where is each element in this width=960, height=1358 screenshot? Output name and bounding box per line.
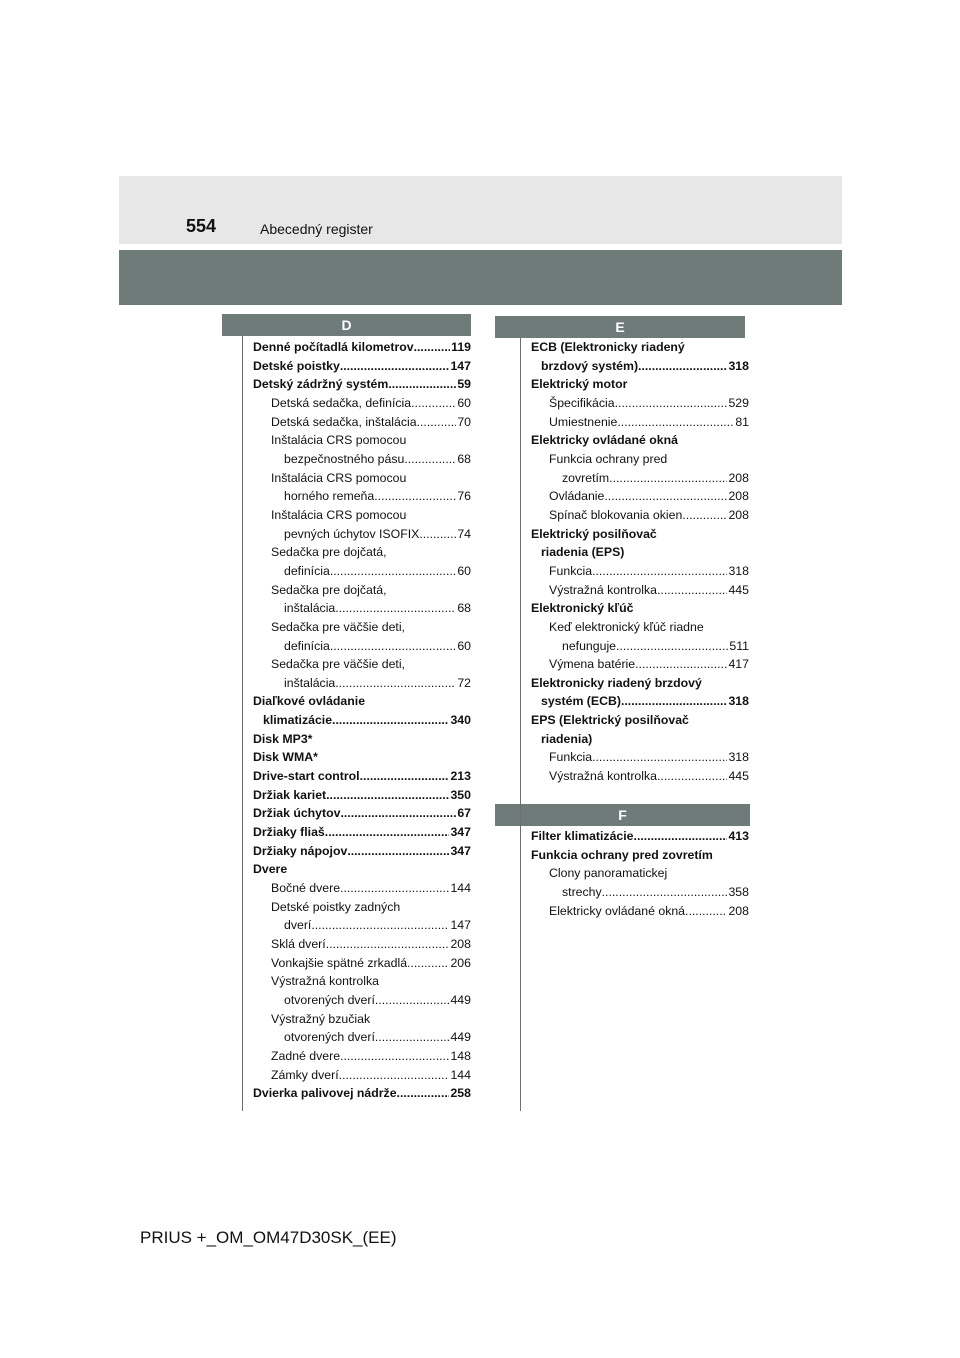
- entry-term: Detské poistky zadných: [271, 899, 401, 914]
- entry-page: 318: [728, 694, 749, 709]
- index-entry: [253, 711, 471, 730]
- index-entry: [531, 525, 749, 544]
- header-band: [119, 176, 842, 244]
- index-entry: [253, 842, 471, 861]
- index-entry: [253, 730, 471, 749]
- dot-leader: [657, 581, 727, 600]
- entry-term: Funkcia ochrany pred zovretím: [531, 847, 713, 862]
- entry-term: Elektronický kľúč: [531, 601, 634, 616]
- index-entry: [253, 898, 471, 917]
- index-entry: [531, 730, 749, 749]
- dot-leader: [330, 562, 457, 581]
- index-entry: [253, 767, 471, 786]
- index-column-d: [253, 338, 471, 1103]
- entry-term: Filter klimatizácie: [531, 829, 634, 843]
- letter-f: F: [618, 807, 627, 823]
- index-entry: [253, 655, 471, 674]
- index-entry: [253, 413, 471, 432]
- index-column-e: [531, 338, 749, 786]
- index-entry: [531, 674, 749, 693]
- index-entry: [253, 804, 471, 823]
- dot-leader: [340, 357, 450, 376]
- index-entry: [531, 692, 749, 711]
- dot-leader: [347, 842, 449, 861]
- index-entry: [253, 1084, 471, 1103]
- index-entry: [531, 827, 749, 846]
- index-entry: [531, 375, 749, 394]
- index-entry: [253, 338, 471, 357]
- entry-page: 147: [450, 918, 471, 933]
- index-entry: [253, 860, 471, 879]
- index-entry: [253, 748, 471, 767]
- dot-leader: [685, 902, 727, 921]
- index-entry: [253, 823, 471, 842]
- dot-leader: [682, 506, 727, 525]
- index-entry: [531, 864, 749, 883]
- page-number: 554: [186, 216, 217, 236]
- entry-page: 318: [728, 563, 749, 578]
- entry-term: Držiak úchytov: [253, 806, 341, 821]
- entry-page: 445: [728, 582, 749, 597]
- entry-term: Funkcia: [549, 750, 593, 765]
- index-entry: [253, 394, 471, 413]
- dot-leader: [340, 879, 449, 898]
- dot-leader: [615, 394, 728, 413]
- index-entry: [253, 375, 471, 394]
- index-entry: [531, 846, 749, 865]
- entry-term: Detská sedačka, inštalácia: [271, 414, 417, 429]
- entry-page: 68: [457, 601, 471, 616]
- entry-term: zovretím: [562, 470, 610, 485]
- dot-leader: [374, 487, 456, 506]
- index-entry: [253, 357, 471, 376]
- entry-page: 144: [450, 881, 471, 896]
- entry-page: 74: [457, 526, 471, 541]
- index-entry: [253, 1028, 471, 1047]
- column-rule-left: [242, 336, 243, 1111]
- header-dark-band: [119, 250, 842, 305]
- entry-term: Umiestnenie: [549, 414, 618, 429]
- entry-page: 208: [728, 489, 749, 504]
- dot-leader: [326, 786, 449, 805]
- entry-term: Špecifikácia: [549, 395, 615, 410]
- dot-leader: [404, 450, 456, 469]
- index-entry: [531, 394, 749, 413]
- dot-leader: [397, 1084, 450, 1103]
- entry-term: Keď elektronický kľúč riadne: [549, 619, 704, 634]
- entry-term: systém (ECB): [541, 694, 621, 709]
- entry-page: 413: [728, 829, 749, 843]
- index-entry: [253, 562, 471, 581]
- entry-page: 358: [728, 884, 749, 899]
- entry-term: Elektronicky riadený brzdový: [531, 675, 702, 690]
- entry-term: Ovládanie: [549, 489, 605, 504]
- entry-term: Denné počítadlá kilometrov: [253, 340, 414, 354]
- index-entry: [531, 599, 749, 618]
- entry-page: 445: [728, 769, 749, 784]
- entry-page: 60: [457, 563, 471, 578]
- entry-term: nefunguje: [562, 638, 617, 653]
- letter-bar-e: [495, 316, 745, 338]
- entry-term: definícia: [284, 638, 330, 653]
- dot-leader: [617, 413, 734, 432]
- document-code: PRIUS +_OM_OM47D30SK_(EE): [140, 1228, 397, 1247]
- entry-term: Výstražná kontrolka: [271, 974, 379, 989]
- entry-page: 208: [728, 507, 749, 522]
- index-entry: [531, 413, 749, 432]
- dot-leader: [339, 1066, 450, 1085]
- entry-term: Disk MP3*: [253, 731, 313, 746]
- entry-term: horného remeňa: [284, 489, 375, 504]
- index-entry: [531, 431, 749, 450]
- entry-page: 208: [728, 903, 749, 918]
- index-entry: [531, 469, 749, 488]
- index-entry: [531, 711, 749, 730]
- entry-page: 258: [450, 1086, 471, 1101]
- dot-leader: [417, 413, 457, 432]
- dot-leader: [419, 525, 456, 544]
- entry-term: Držiaky fliaš: [253, 825, 325, 840]
- index-entry: [253, 692, 471, 711]
- index-entry: [531, 637, 749, 656]
- index-entry: [531, 450, 749, 469]
- entry-term: klimatizácie: [263, 713, 333, 728]
- entry-page: 213: [450, 769, 471, 784]
- dot-leader: [360, 767, 450, 786]
- index-entry: [531, 618, 749, 637]
- dot-leader: [330, 637, 457, 656]
- dot-leader: [407, 954, 449, 973]
- index-entry: [531, 357, 749, 376]
- dot-leader: [335, 599, 456, 618]
- entry-page: 449: [450, 1030, 471, 1045]
- dot-leader: [609, 469, 727, 488]
- entry-term: Drive-start control: [253, 769, 360, 784]
- dot-leader: [592, 748, 727, 767]
- index-entry: [531, 581, 749, 600]
- dot-leader: [388, 375, 456, 394]
- index-entry: [253, 431, 471, 450]
- entry-page: 417: [728, 657, 749, 672]
- section-title: Abecedný register: [260, 221, 373, 237]
- entry-term: Funkcia ochrany pred: [549, 451, 668, 466]
- entry-term: riadenia): [541, 731, 593, 746]
- index-entry: [531, 902, 749, 921]
- entry-page: 529: [728, 395, 749, 410]
- entry-term: strechy: [562, 884, 602, 899]
- entry-term: Vonkajšie spätné zrkadlá: [271, 955, 408, 970]
- index-entry: [253, 450, 471, 469]
- entry-term: Sedačka pre dojčatá,: [271, 545, 387, 560]
- entry-page: 148: [450, 1048, 471, 1063]
- entry-page: 70: [457, 414, 471, 429]
- index-entry: [253, 879, 471, 898]
- entry-term: Držiaky nápojov: [253, 843, 348, 858]
- entry-page: 208: [450, 937, 471, 951]
- index-entry: [253, 543, 471, 562]
- entry-page: 60: [457, 638, 471, 653]
- entry-term: Elektrický posilňovač: [531, 526, 657, 541]
- index-entry: [253, 916, 471, 935]
- entry-term: Detská sedačka, definícia: [271, 395, 412, 410]
- entry-term: Sedačka pre väčšie deti,: [271, 619, 405, 634]
- entry-term: Dvierka palivovej nádrže: [253, 1086, 397, 1101]
- index-entry: [253, 487, 471, 506]
- dot-leader: [638, 357, 727, 376]
- entry-term: Spínač blokovania okien: [549, 507, 683, 522]
- index-entry: [253, 1010, 471, 1029]
- index-entry: [531, 767, 749, 786]
- dot-leader: [332, 711, 449, 730]
- entry-page: 511: [729, 638, 749, 653]
- entry-term: otvorených dverí: [284, 1030, 375, 1045]
- index-entry: [253, 972, 471, 991]
- dot-leader: [414, 338, 451, 357]
- entry-page: 318: [728, 358, 749, 373]
- index-entry: [531, 748, 749, 767]
- entry-term: Disk WMA*: [253, 750, 318, 765]
- index-entry: [531, 562, 749, 581]
- entry-term: inštalácia: [284, 675, 336, 690]
- index-entry: [531, 338, 749, 357]
- dot-leader: [325, 823, 450, 842]
- entry-term: dverí: [284, 918, 312, 933]
- entry-page: 347: [450, 825, 471, 840]
- entry-page: 206: [450, 955, 471, 970]
- entry-term: Výmena batérie: [549, 657, 636, 672]
- dot-leader: [326, 935, 450, 954]
- entry-page: 347: [450, 843, 471, 858]
- entry-page: 147: [450, 358, 471, 373]
- index-entry: [253, 506, 471, 525]
- entry-term: Sedačka pre dojčatá,: [271, 582, 387, 597]
- column-rule-right: [520, 338, 521, 1111]
- dot-leader: [602, 883, 728, 902]
- dot-leader: [311, 916, 449, 935]
- dot-leader: [635, 655, 727, 674]
- dot-leader: [375, 1028, 450, 1047]
- letter-d: D: [341, 317, 352, 333]
- index-entry: [531, 883, 749, 902]
- index-entry: [253, 637, 471, 656]
- entry-term: Funkcia: [549, 563, 593, 578]
- entry-page: 67: [457, 806, 471, 821]
- entry-term: Inštalácia CRS pomocou: [271, 507, 407, 522]
- index-entry: [253, 469, 471, 488]
- entry-page: 68: [457, 451, 471, 466]
- entry-page: 119: [451, 340, 471, 354]
- index-entry: [531, 543, 749, 562]
- entry-term: Detský zádržný systém: [253, 377, 389, 392]
- letter-bar-d: [222, 314, 471, 336]
- dot-leader: [657, 767, 727, 786]
- entry-term: brzdový systém): [541, 358, 639, 373]
- entry-term: Detské poistky: [253, 358, 340, 373]
- entry-term: Elektrický motor: [531, 377, 628, 392]
- entry-page: 144: [450, 1067, 471, 1082]
- entry-term: Výstražná kontrolka: [549, 769, 657, 784]
- index-entry: [253, 599, 471, 618]
- entry-term: Držiak kariet: [253, 787, 327, 802]
- entry-term: otvorených dverí: [284, 992, 375, 1007]
- entry-term: Inštalácia CRS pomocou: [271, 433, 407, 448]
- entry-term: Zámky dverí: [271, 1067, 339, 1082]
- index-entry: [253, 525, 471, 544]
- dot-leader: [340, 1047, 449, 1066]
- entry-term: Elektricky ovládané okná: [549, 903, 686, 918]
- entry-page: 81: [735, 414, 749, 429]
- entry-term: Výstražný bzučiak: [271, 1011, 371, 1026]
- index-entry: [253, 954, 471, 973]
- entry-term: definícia: [284, 563, 330, 578]
- index-entry: [531, 655, 749, 674]
- index-entry: [253, 581, 471, 600]
- entry-term: Zadné dvere: [271, 1048, 341, 1063]
- dot-leader: [634, 827, 728, 846]
- index-entry: [531, 506, 749, 525]
- entry-term: riadenia (EPS): [541, 545, 625, 560]
- index-entry: [253, 674, 471, 693]
- entry-term: Bočné dvere: [271, 881, 341, 896]
- entry-term: ECB (Elektronicky riadený: [531, 340, 685, 354]
- index-column-f: [531, 827, 749, 920]
- dot-leader: [375, 991, 450, 1010]
- entry-page: 76: [457, 489, 471, 504]
- index-entry: [253, 991, 471, 1010]
- index-entry: [253, 1066, 471, 1085]
- dot-leader: [592, 562, 727, 581]
- index-entry: [253, 786, 471, 805]
- entry-term: Clony panoramatickej: [549, 866, 668, 881]
- index-entry: [253, 1047, 471, 1066]
- entry-term: EPS (Elektrický posilňovač: [531, 713, 689, 728]
- dot-leader: [335, 674, 456, 693]
- entry-term: inštalácia: [284, 601, 336, 616]
- entry-page: 340: [450, 713, 471, 728]
- entry-page: 449: [450, 992, 471, 1007]
- entry-page: 60: [457, 395, 471, 410]
- entry-page: 318: [728, 750, 749, 765]
- entry-term: Inštalácia CRS pomocou: [271, 470, 407, 485]
- entry-term: Diaľkové ovládanie: [253, 694, 366, 709]
- entry-page: 59: [457, 377, 471, 392]
- entry-term: bezpečnostného pásu: [284, 451, 405, 466]
- entry-term: Elektricky ovládané okná: [531, 433, 678, 448]
- entry-page: 72: [457, 675, 471, 690]
- entry-page: 208: [728, 470, 749, 485]
- letter-bar-f: [495, 804, 750, 826]
- dot-leader: [604, 487, 727, 506]
- dot-leader: [621, 692, 728, 711]
- dot-leader: [340, 804, 456, 823]
- entry-term: Výstražná kontrolka: [549, 582, 657, 597]
- entry-term: Sklá dverí: [271, 937, 326, 951]
- dot-leader: [411, 394, 456, 413]
- index-entry: [531, 487, 749, 506]
- dot-leader: [616, 637, 728, 656]
- index-entry: [253, 618, 471, 637]
- entry-term: pevných úchytov ISOFIX: [284, 526, 420, 541]
- entry-page: 350: [450, 787, 471, 802]
- entry-term: Dvere: [253, 862, 288, 877]
- index-entry: [253, 935, 471, 954]
- letter-e: E: [615, 319, 625, 335]
- entry-term: Sedačka pre väčšie deti,: [271, 657, 405, 672]
